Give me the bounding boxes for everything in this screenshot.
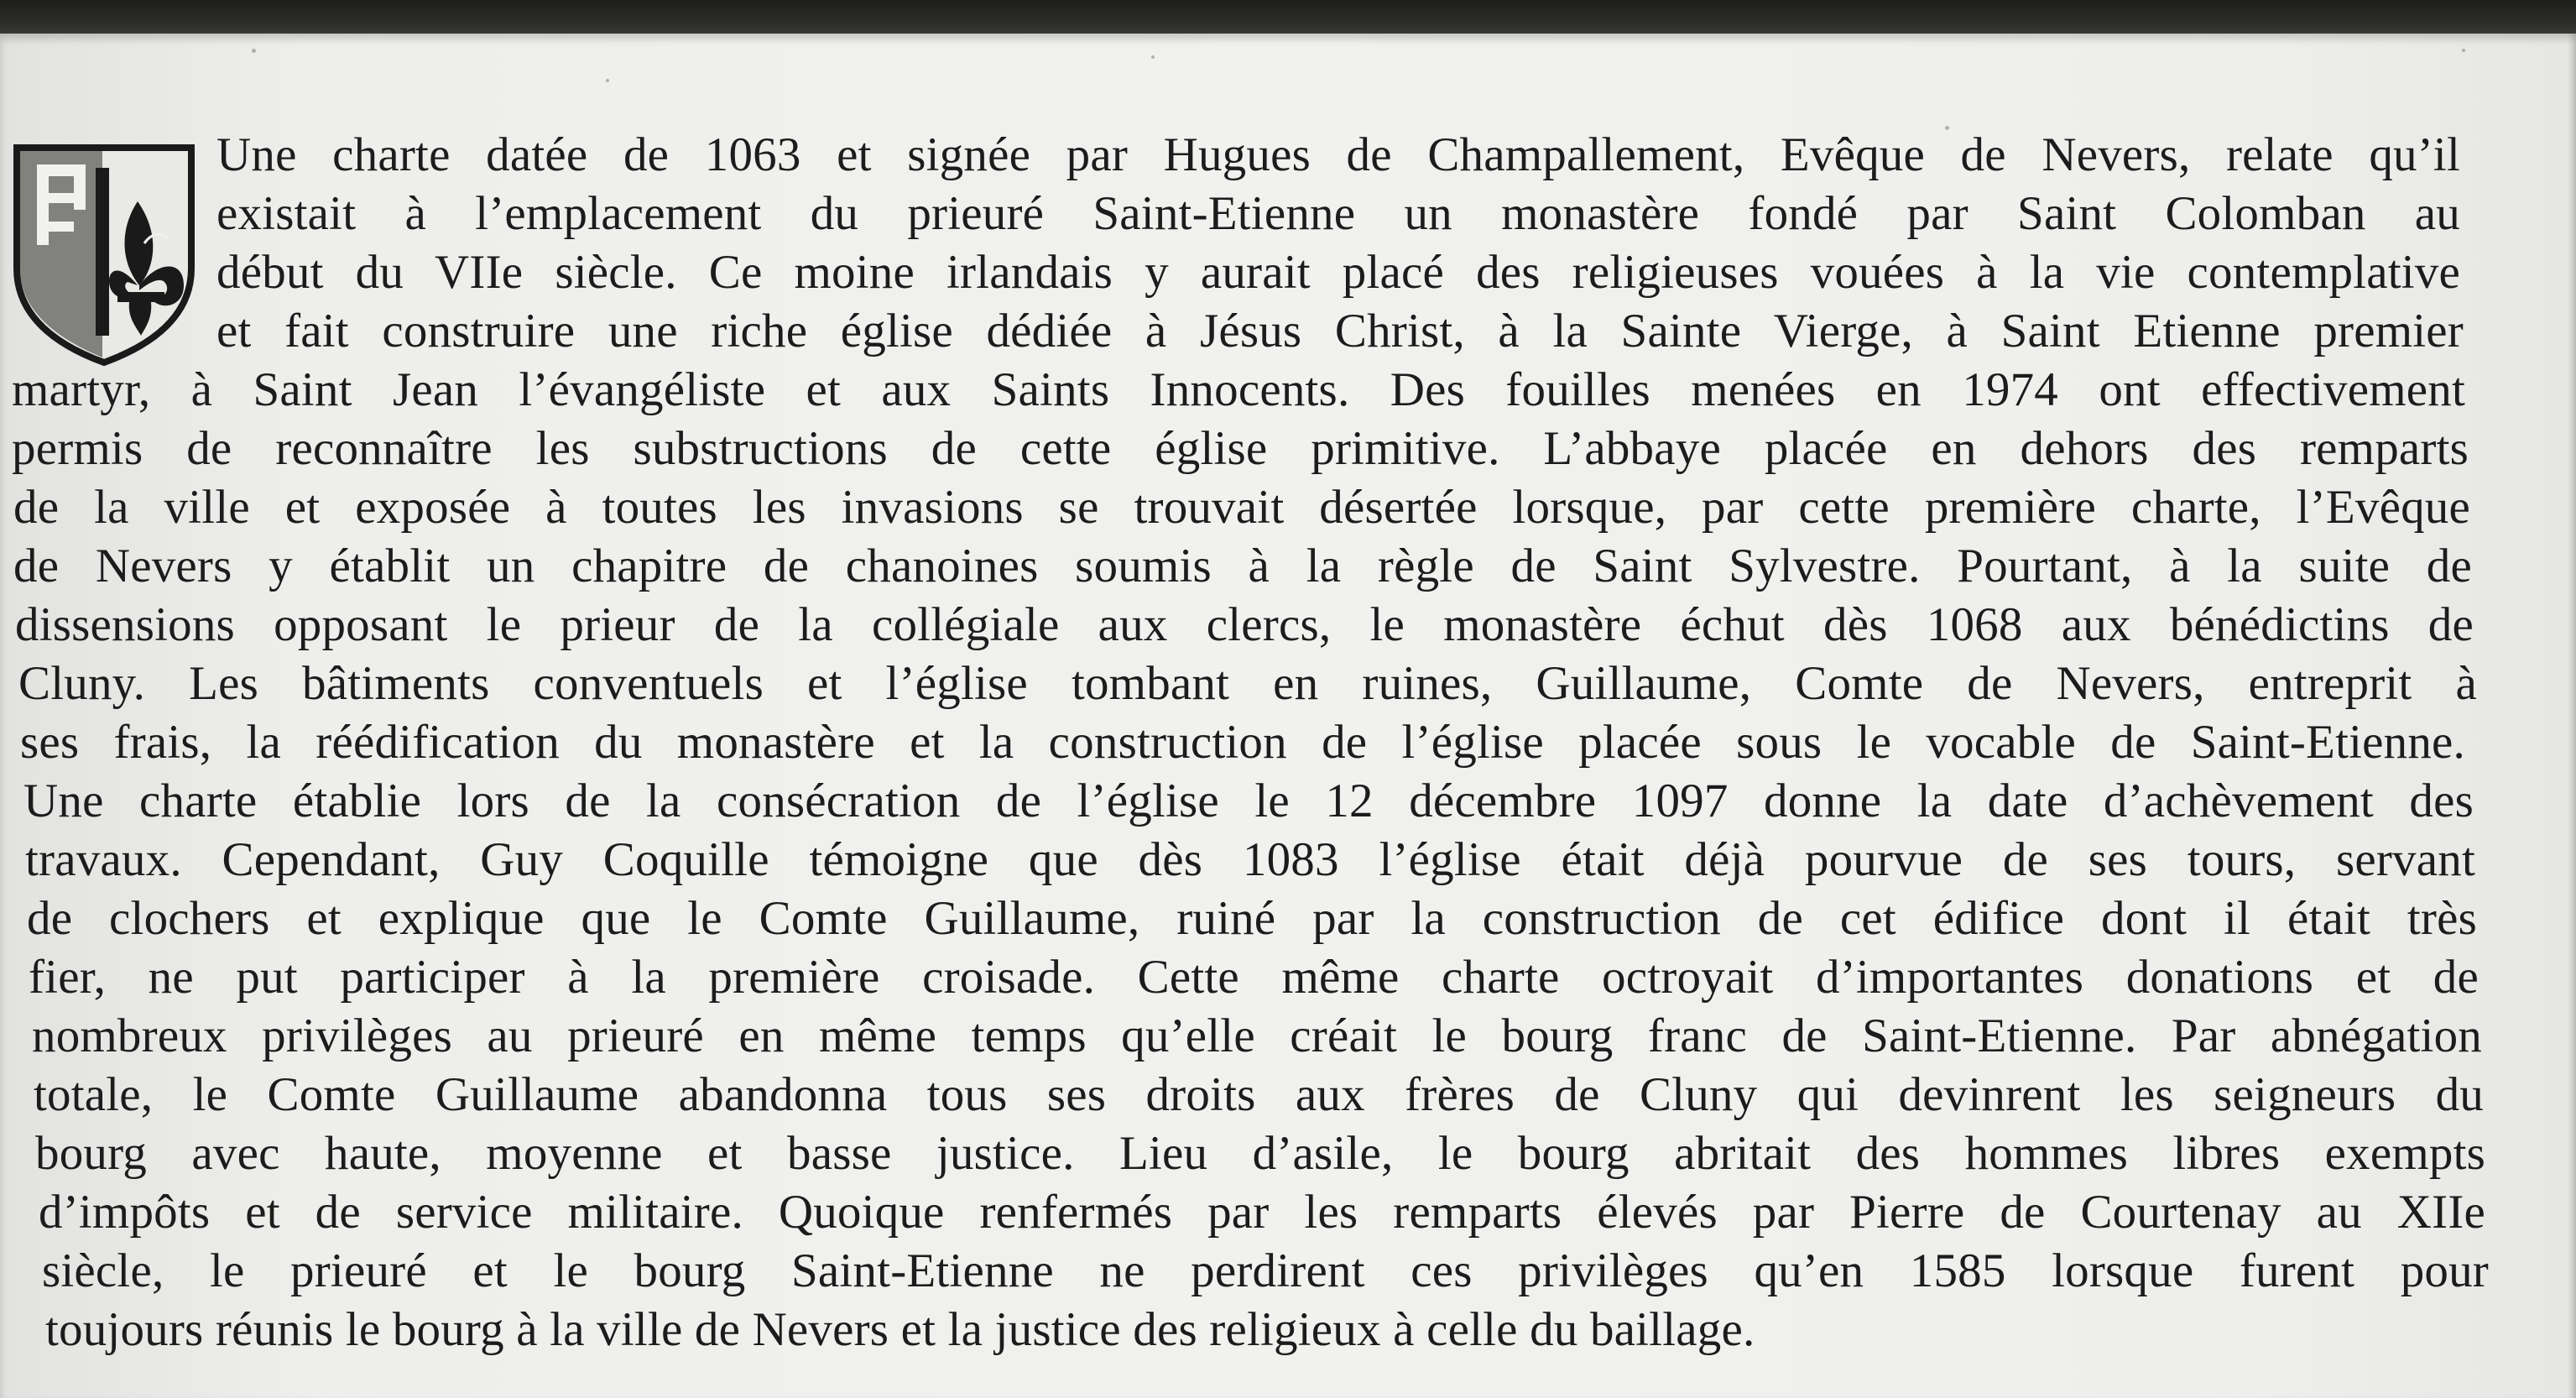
dust-speck <box>1151 55 1155 59</box>
text-line: Cluny. Les bâtiments conventuels et l’église tombant en ruines, Guillaume, Comte de Nevers, entreprit à <box>18 657 2477 710</box>
text-line: Une charte établie lors de la consécration de l’église le 12 décembre 1097 donne la date d’achèvement des <box>23 775 2474 827</box>
text-line: existait à l’emplacement du prieuré Saint-Etienne un monastère fondé par Saint Colomban au <box>216 187 2460 240</box>
text-line: dissensions opposant le prieur de la collégiale aux clercs, le monastère échut dès 1068 aux bénédictins de <box>15 598 2474 651</box>
text-line: ses frais, la réédification du monastère et la construction de l’église placée sous le vocable de Saint-Etienne. <box>20 716 2465 769</box>
text-line: permis de reconnaître les substructions de cette église primitive. L’abbaye placée en dehors des remparts <box>12 422 2469 475</box>
text-line: martyr, à Saint Jean l’évangéliste et aux Saints Innocents. Des fouilles menées en 1974 ont effectivement <box>12 363 2465 416</box>
plaque-edge-shadow <box>2568 34 2576 1398</box>
text-line: Une charte datée de 1063 et signée par Hugues de Champallement, Evêque de Nevers, relate qu’il <box>216 128 2460 181</box>
text-line: de Nevers y établit un chapitre de chanoines soumis à la règle de Saint Sylvestre. Pourtant, à la suite de <box>13 540 2472 592</box>
dust-speck <box>2462 49 2465 52</box>
coat-of-arms-fleur-de-lis-icon <box>12 143 196 369</box>
dust-speck <box>606 79 609 82</box>
dust-speck <box>1945 126 1949 130</box>
text-line: totale, le Comte Guillaume abandonna tous ses droits aux frères de Cluny qui devinrent les seigneurs du <box>34 1068 2484 1121</box>
text-line: travaux. Cependant, Guy Coquille témoigne que dès 1083 l’église était déjà pourvue de ses tours, servant <box>25 833 2475 886</box>
text-line: d’impôts et de service militaire. Quoique renfermés par les remparts élevés par Pierre de Courtenay au XIIe <box>39 1186 2485 1239</box>
text-line: fier, ne put participer à la première croisade. Cette même charte octroyait d’importantes donations et de <box>29 951 2479 1004</box>
text-line: de clochers et explique que le Comte Guillaume, ruiné par la construction de cet édifice dont il était très <box>27 892 2477 945</box>
text-line: début du VIIe siècle. Ce moine irlandais y aurait placé des religieuses vouées à la vie contemplative <box>216 246 2460 299</box>
text-line: toujours réunis le bourg à la ville de Nevers et la justice des religieux à celle du baillage. <box>45 1303 1755 1356</box>
text-line: de la ville et exposée à toutes les invasions se trouvait désertée lorsque, par cette première charte, l’Evêque <box>13 481 2470 534</box>
text-line: et fait construire une riche église dédiée à Jésus Christ, à la Sainte Vierge, à Saint Etienne premier <box>216 305 2464 357</box>
text-line: siècle, le prieuré et le bourg Saint-Etienne ne perdirent ces privilèges qu’en 1585 lorsque furent pour <box>42 1244 2489 1297</box>
dust-speck <box>252 49 256 53</box>
text-line: bourg avec haute, moyenne et basse justice. Lieu d’asile, le bourg abritait des hommes libres exempts <box>35 1127 2485 1180</box>
text-line: nombreux privilèges au prieuré en même temps qu’elle créait le bourg franc de Saint-Etienne. Par abnégation <box>32 1009 2482 1062</box>
